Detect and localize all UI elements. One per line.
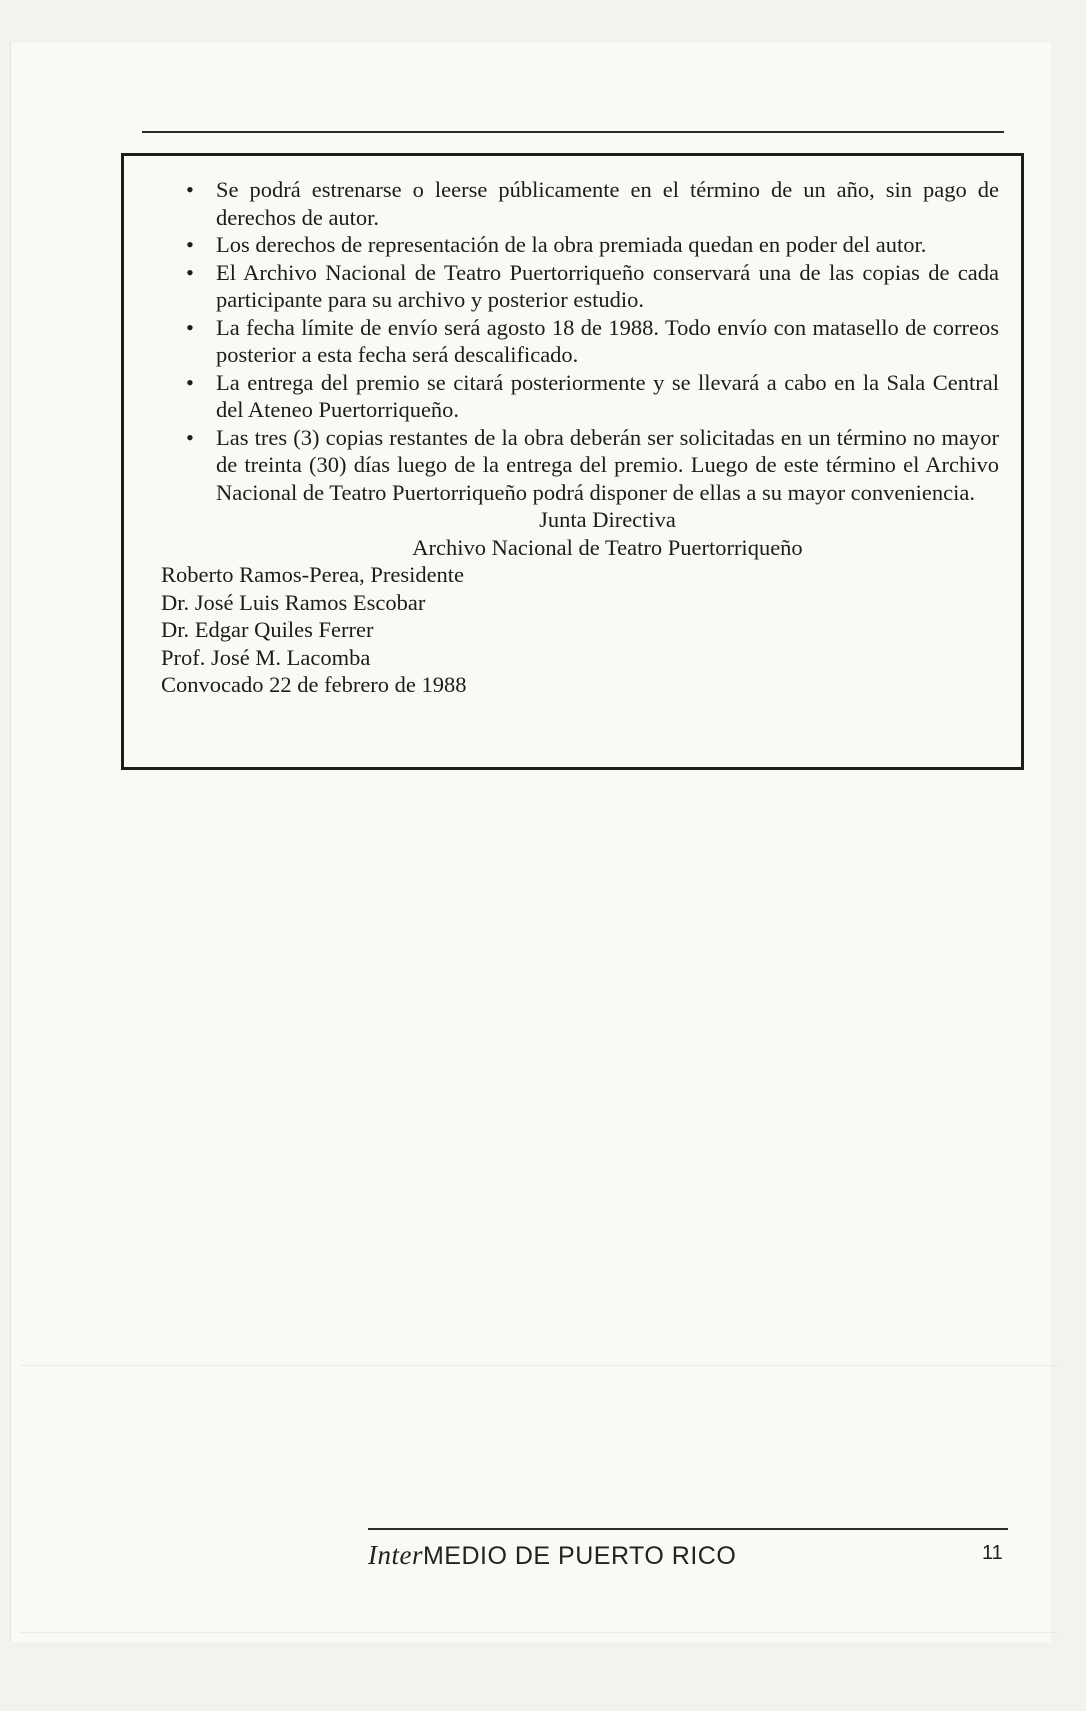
- board-organization: Archivo Nacional de Teatro Puertorriqueño: [412, 534, 803, 560]
- signatory-line: Prof. José M. Lacomba: [161, 644, 371, 670]
- bullet-icon: •: [186, 232, 194, 257]
- rule-text: El Archivo Nacional de Teatro Puertorriqueño conservará una de las copias de cada participante para su archivo y posterior estudio.: [216, 259, 999, 312]
- bullet-icon: •: [186, 424, 194, 450]
- rule-item: [178, 314, 999, 369]
- signatory-line: Dr. José Luis Ramos Escobar: [161, 589, 426, 615]
- page-number: 11: [982, 1542, 1003, 1564]
- footer-rule: [368, 1528, 1008, 1530]
- rule-text: Se podrá estrenarse o leerse públicamente en el término de un año, sin pago de derechos de autor.: [216, 177, 999, 230]
- rule-item: [178, 176, 999, 231]
- signatory-line: Roberto Ramos-Perea, Presidente: [161, 562, 465, 587]
- rule-text: Los derechos de representación de la obra premiada quedan en poder del autor.: [216, 232, 927, 257]
- rule-text: La entrega del premio se citará posteriormente y se llevará a cabo en la Sala Central del Ateneo Puertorriqueño.: [216, 369, 999, 422]
- publication-title: [368, 1540, 736, 1574]
- rule-text: La fecha límite de envío será agosto 18 de 1988. Todo envío con matasello de correos posterior a esta fecha será descalificado.: [216, 314, 999, 367]
- top-rule: [142, 131, 1004, 133]
- faint-divider: [20, 1365, 1060, 1366]
- board-title: Junta Directiva: [539, 507, 676, 532]
- publication-rest: MEDIO DE PUERTO RICO: [422, 1542, 737, 1570]
- rule-item: [178, 424, 999, 507]
- bullet-icon: •: [186, 177, 194, 202]
- rule-text: Las tres (3) copias restantes de la obra deberán ser solicitadas en un término no mayor de treinta (30) días luego de la entrega del premio. Luego de este término el Archivo Nacional de Teatro Puertorriqueño podrá disponer de ellas a su mayor conveniencia.: [216, 424, 999, 505]
- convened-date: Convocado 22 de febrero de 1988: [161, 672, 467, 697]
- publication-prefix: Inter: [368, 1540, 423, 1570]
- rule-item: [178, 231, 999, 259]
- contest-rules-box: [121, 153, 1024, 770]
- signatory-line: Dr. Edgar Quiles Ferrer: [161, 617, 374, 642]
- rules-list: [178, 176, 999, 506]
- bullet-icon: •: [186, 259, 194, 285]
- bullet-icon: •: [186, 369, 194, 395]
- signatories: [161, 561, 999, 699]
- rule-item: [178, 369, 999, 424]
- faint-divider: [20, 1632, 1060, 1633]
- rule-item: [178, 259, 999, 314]
- bullet-icon: •: [186, 314, 194, 340]
